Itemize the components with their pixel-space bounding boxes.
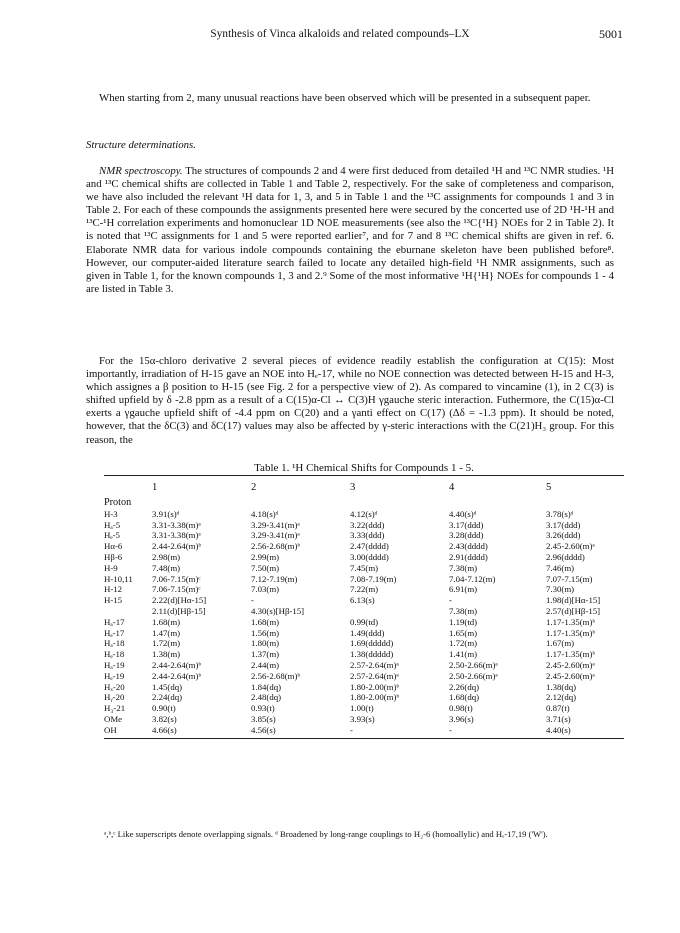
shift-cell: 3.78(s)ᵈ	[546, 508, 574, 519]
shift-cell: 4.30(s)[Hβ-15]	[251, 605, 305, 616]
proton-label: OH	[104, 724, 117, 735]
shift-cell: 7.22(m)	[350, 584, 379, 595]
table-row	[104, 563, 624, 574]
shift-cell: 1.98(d)[Hα-15]	[546, 595, 601, 606]
table-footnote: ᵃ,ᵇ,ᶜ Like superscripts denote overlapping signals. ᵈ Broadened by long-range couplings to H₂-6 (homoallylic) and Hₑ-17,19 ('W').	[104, 829, 548, 839]
shift-cell: 7.38(m)	[449, 562, 478, 573]
shift-cell: 4.40(s)ᵈ	[449, 508, 477, 519]
proton-label: Hₐ-18	[104, 638, 125, 649]
shift-cell: -	[251, 595, 254, 606]
nmr-lead: NMR spectroscopy.	[99, 165, 183, 177]
shift-cell: 2.47(dddd)	[350, 541, 389, 552]
shift-cell: 7.30(m)	[546, 584, 575, 595]
table-row	[104, 530, 624, 541]
shift-cell: 4.40(s)	[546, 724, 571, 735]
shift-cell: 0.99(td)	[350, 616, 379, 627]
proton-label: Hₐ-17	[104, 616, 125, 627]
shift-cell: 2.44-2.64(m)ᵇ	[152, 659, 202, 670]
shift-cell: 7.38(m)	[449, 605, 478, 616]
shift-cell: 1.00(t)	[350, 703, 374, 714]
shift-cell: 1.80(m)	[251, 638, 280, 649]
table-header-row	[104, 498, 624, 509]
nmr-paragraph	[86, 165, 614, 296]
section-title: Structure determinations.	[86, 139, 196, 151]
table-row	[104, 682, 624, 693]
shift-cell: -	[449, 724, 452, 735]
shift-cell: -	[449, 595, 452, 606]
shift-cell: 2.45-2.60(m)ᵃ	[546, 670, 595, 681]
compound-label: 2	[251, 482, 257, 493]
row-header-label: Proton	[104, 497, 132, 508]
shift-cell: 1.17-1.35(m)ᵇ	[546, 616, 596, 627]
proton-label: Hᵧ-20	[104, 692, 125, 703]
shift-cell: 3.82(s)	[152, 713, 177, 724]
shift-cell: 2.57-2.64(m)ᵃ	[350, 670, 399, 681]
shift-cell: 7.06-7.15(m)ᶜ	[152, 584, 201, 595]
table-caption: Table 1. ¹H Chemical Shifts for Compounds 1 - 5.	[254, 462, 474, 474]
proton-label: H-3	[104, 508, 118, 519]
shift-cell: 7.48(m)	[152, 562, 181, 573]
table-row	[104, 595, 624, 606]
shift-cell: 1.56(m)	[251, 627, 280, 638]
shift-cell: 1.72(m)	[449, 638, 478, 649]
shift-cell: 6.13(s)	[350, 595, 375, 606]
shift-cell: 4.12(s)ᵈ	[350, 508, 378, 519]
table-row	[104, 584, 624, 595]
shift-cell: 1.80-2.00(m)ᵇ	[350, 692, 400, 703]
shift-cell: 2.22(d)[Hα-15]	[152, 595, 207, 606]
shift-cell: 7.04-7.12(m)	[449, 573, 496, 584]
shift-cell: 2.43(dddd)	[449, 541, 488, 552]
table-row	[104, 552, 624, 563]
shift-cell: 7.06-7.15(m)ᶜ	[152, 573, 201, 584]
shift-cell: 4.18(s)ᵈ	[251, 508, 279, 519]
shift-cell: 2.98(m)	[152, 551, 181, 562]
shift-cell: 1.68(dq)	[449, 692, 480, 703]
shift-cell: 2.56-2.68(m)ᵇ	[251, 541, 301, 552]
shift-cell: 2.26(dq)	[449, 681, 480, 692]
shift-cell: 7.45(m)	[350, 562, 379, 573]
shift-cell: 3.26(ddd)	[546, 530, 581, 541]
running-title: Synthesis of Vinca alkaloids and related compounds–LX	[210, 28, 470, 40]
shift-cell: 3.91(s)ᵈ	[152, 508, 180, 519]
table-row	[104, 606, 624, 617]
shift-cell: 1.19(td)	[449, 616, 478, 627]
nmr-body: The structures of compounds 2 and 4 were first deduced from detailed ¹H and ¹³C NMR studies. ¹H and ¹³C chemical shifts are collected in Table 1 and Table 2, respectively. For the sake of completeness and comparison, we have also included the relevant ¹H data for 1, 3, and 5 in Table 1 and the ¹³C assignments for compounds 1 and 3 in Table 2. For each of these compounds the assignments presented here were secured by the concerted use of 2D ¹H-¹H and ¹³C-¹H correlation experiments and homonuclear 1D NOE measurements (see also the ¹³C{¹H} NOEs for 2 in Table 2). It is noted that ¹³C assignments for 1 and 5 were reported earlier⁷, and for 7 and 8 ¹³C chemical shifts are given in ref. 6. Elaborate NMR data for various indole compounds containing the eburnane skeleton have been published before⁸. However, our computer-aided literature search failed to locate any detailed high-field ¹H NMR assignments, such as given in Table 1, for the known compounds 1, 3 and 2.⁹ Some of the most informative ¹H{¹H} NOEs for compounds 1 - 4 are listed in Table 3.	[86, 165, 615, 295]
shift-cell	[350, 606, 449, 617]
shift-cell: 3.33(ddd)	[350, 530, 385, 541]
shift-cell: 3.31-3.38(m)ᵃ	[152, 519, 201, 530]
shift-cell: 1.84(dq)	[251, 681, 282, 692]
shift-cell: 1.38(ddddd)	[350, 649, 394, 660]
proton-label: H₃-21	[104, 703, 126, 714]
shift-cell: 2.57(d)[Hβ-15]	[546, 605, 601, 616]
shift-cell: 6.91(m)	[449, 584, 478, 595]
shift-cell: 7.12-7.19(m)	[251, 573, 298, 584]
shift-cell: 2.57-2.64(m)ᵃ	[350, 659, 399, 670]
shift-cell: 4.66(s)	[152, 724, 177, 735]
table-1	[104, 461, 624, 739]
shift-cell: 2.44(m)	[251, 659, 280, 670]
proton-label: H-12	[104, 584, 123, 595]
proton-label: Hₑ-17	[104, 627, 125, 638]
shift-cell: 1.38(m)	[152, 649, 181, 660]
compound-label: 3	[350, 482, 356, 493]
shift-table	[104, 498, 624, 736]
shift-cell: 2.50-2.66(m)ᵃ	[449, 670, 498, 681]
table-row	[104, 628, 624, 639]
shift-cell: 7.46(m)	[546, 562, 575, 573]
shift-cell: 2.45-2.60(m)ᵃ	[546, 659, 595, 670]
shift-cell: 3.31-3.38(m)ᵃ	[152, 530, 201, 541]
proton-label	[104, 606, 152, 617]
proton-label: Hₐ-19	[104, 659, 125, 670]
shift-cell: 1.80-2.00(m)ᵇ	[350, 681, 400, 692]
proton-label: Hₓ-20	[104, 681, 125, 692]
shift-cell: 3.93(s)	[350, 713, 375, 724]
shift-cell: 1.68(m)	[152, 616, 181, 627]
shift-cell: 2.50-2.66(m)ᵃ	[449, 659, 498, 670]
shift-cell: 3.96(s)	[449, 713, 474, 724]
proton-label: H-9	[104, 562, 118, 573]
table-row	[104, 660, 624, 671]
shift-cell: 1.65(m)	[449, 627, 478, 638]
shift-cell: 1.17-1.35(m)ᵇ	[546, 627, 596, 638]
intro-text: When starting from 2, many unusual reactions have been observed which will be presented in a subsequent paper.	[99, 92, 591, 104]
shift-cell: 1.47(m)	[152, 627, 181, 638]
shift-cell: 0.90(t)	[152, 703, 176, 714]
compound-label: 5	[546, 482, 552, 493]
chloro-text: For the 15α-chloro derivative 2 several pieces of evidence readily establish the configuration at C(15): Most importantly, irradiation of H-15 gave an NOE into Hₑ-17, while no NOE connection was detected between H-15 and H-3, which assignes a β position to H-15 (see Fig. 2 for a perspective view of 2). As compared to vincamine (1), in 2 C(3) is shifted upfield by δ -2.8 ppm as a result of a C(15)α-Cl ↔ C(3)H γgauche steric interaction. Futhermore, the C(15)α-Cl exerts a γgauche upfield shift of -4.4 ppm on C(20) and a γanti effect on C(17) (Δδ = -1.3 ppm). It should be noted, however, that the δC(3) and δC(17) values may also be affected by γ-steric interactions with the C(21)H₃ group. For this reason, the	[86, 355, 614, 446]
table-bottom-rule	[104, 738, 624, 739]
proton-label: Hₑ-18	[104, 649, 125, 660]
proton-label: OMe	[104, 713, 123, 724]
shift-cell: 2.12(dq)	[546, 692, 577, 703]
shift-cell: 2.45-2.60(m)ᵃ	[546, 541, 595, 552]
table-row	[104, 541, 624, 552]
shift-cell: 2.44-2.64(m)ᵇ	[152, 541, 202, 552]
table-row	[104, 638, 624, 649]
table-row	[104, 617, 624, 628]
shift-cell: 2.44-2.64(m)ᵇ	[152, 670, 202, 681]
table-row	[104, 714, 624, 725]
intro-paragraph	[86, 92, 614, 105]
shift-cell: 1.17-1.35(m)ᵇ	[546, 649, 596, 660]
shift-cell: 2.11(d)[Hβ-15]	[152, 605, 206, 616]
shift-cell: 3.00(dddd)	[350, 551, 389, 562]
shift-cell: 7.03(m)	[251, 584, 280, 595]
proton-label: Hₐ-5	[104, 519, 121, 530]
shift-cell: 3.71(s)	[546, 713, 571, 724]
proton-label: Hβ-6	[104, 551, 123, 562]
table-row	[104, 574, 624, 585]
shift-cell: 2.24(dq)	[152, 692, 183, 703]
proton-label: H-15	[104, 595, 123, 606]
shift-cell: 1.72(m)	[152, 638, 181, 649]
page-number: 5001	[599, 27, 623, 41]
proton-label: H-10,11	[104, 573, 133, 584]
table-row	[104, 692, 624, 703]
shift-cell: 1.69(ddddd)	[350, 638, 394, 649]
shift-cell: 1.41(m)	[449, 649, 478, 660]
compound-label: 1	[152, 482, 158, 493]
proton-label: Hα-6	[104, 541, 123, 552]
shift-cell: 2.99(m)	[251, 551, 280, 562]
shift-cell: 3.28(ddd)	[449, 530, 484, 541]
shift-cell: 0.93(t)	[251, 703, 275, 714]
compound-label: 4	[449, 482, 455, 493]
nmr-text	[86, 165, 614, 296]
table-compound-header	[104, 476, 624, 498]
chloro-paragraph	[86, 355, 614, 447]
shift-cell: 7.50(m)	[251, 562, 280, 573]
table-row	[104, 703, 624, 714]
shift-cell: 0.87(t)	[546, 703, 570, 714]
proton-label: Hₑ-19	[104, 670, 125, 681]
shift-cell: 2.91(dddd)	[449, 551, 488, 562]
shift-cell: 3.85(s)	[251, 713, 276, 724]
shift-cell: 7.07-7.15(m)	[546, 573, 593, 584]
shift-cell: 3.22(ddd)	[350, 519, 385, 530]
table-row	[104, 509, 624, 520]
shift-cell: 1.37(m)	[251, 649, 280, 660]
table-row	[104, 725, 624, 736]
shift-cell: 7.08-7.19(m)	[350, 573, 397, 584]
shift-cell: 1.45(dq)	[152, 681, 183, 692]
shift-cell: 2.56-2.68(m)ᵇ	[251, 670, 301, 681]
shift-cell: 1.67(m)	[546, 638, 575, 649]
shift-cell: 3.29-3.41(m)ᵃ	[251, 519, 300, 530]
shift-cell: 4.56(s)	[251, 724, 276, 735]
shift-cell: -	[350, 724, 353, 735]
proton-label: Hₑ-5	[104, 530, 120, 541]
shift-cell: 2.96(dddd)	[546, 551, 585, 562]
shift-cell: 3.17(ddd)	[546, 519, 581, 530]
shift-cell: 1.68(m)	[251, 616, 280, 627]
shift-cell: 1.38(dq)	[546, 681, 577, 692]
shift-cell: 2.48(dq)	[251, 692, 282, 703]
table-row	[104, 649, 624, 660]
shift-cell: 3.29-3.41(m)ᵃ	[251, 530, 300, 541]
running-head	[0, 28, 680, 42]
shift-cell: 3.17(ddd)	[449, 519, 484, 530]
table-row	[104, 671, 624, 682]
shift-cell: 1.49(ddd)	[350, 627, 385, 638]
shift-cell: 0.98(t)	[449, 703, 473, 714]
table-row	[104, 520, 624, 531]
